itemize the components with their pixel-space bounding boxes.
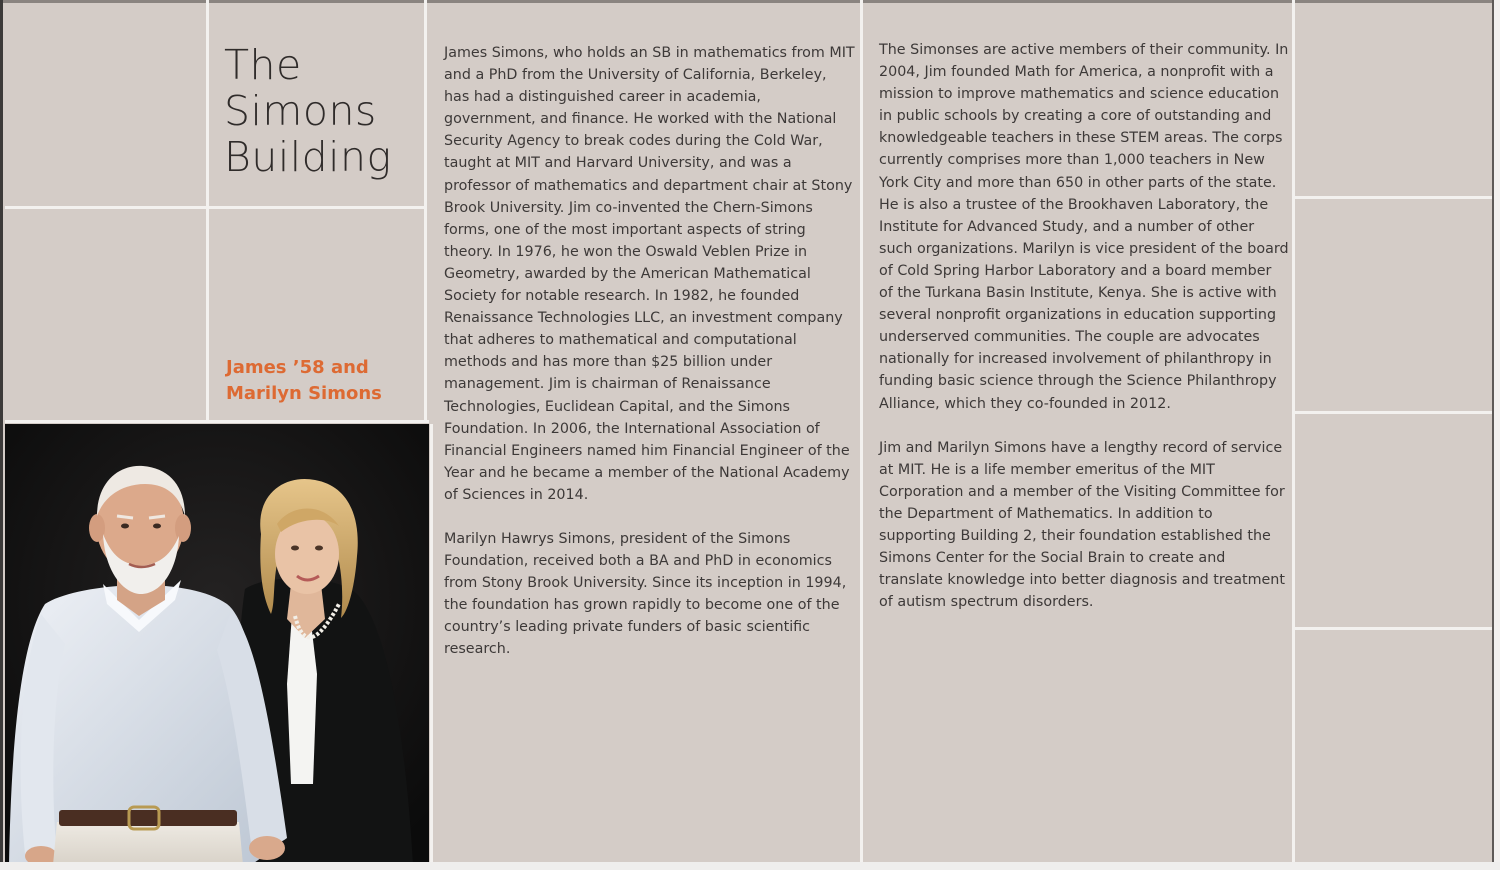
body-column-1 [444, 42, 856, 661]
grid-rule [1292, 0, 1295, 870]
grid-rule [860, 0, 863, 870]
donor-names [226, 355, 416, 407]
page-title [224, 42, 424, 180]
grid-rule [1294, 411, 1492, 414]
top-edge [0, 0, 1500, 3]
page-edge [1494, 0, 1500, 870]
grid-rule [430, 424, 433, 870]
donor-photo [5, 424, 429, 865]
grid-rule [1294, 196, 1492, 199]
paragraph: James Simons, who holds an SB in mathematics from MIT and a PhD from the University of California, Berkeley, has had a distinguished career in academia, government, and finance. He worked with the National Security Agency to break codes during the Cold War, taught at MIT and Harvard University, and was a professor of mathematics and department chair at Stony Brook University. Jim co-invented the Chern-Simons forms, one of the most important aspects of string theory. In 1976, he won the Oswald Veblen Prize in Geometry, awarded by the American Mathematical Society for notable research. In 1982, he founded Renaissance Technologies LLC, an investment company that adheres to mathematical and computational methods and has more than $25 billion under management. Jim is chairman of Renaissance Technologies, Euclidean Capital, and the Simons Foundation. In 2006, the International Association of Financial Engineers named him Financial Engineer of the Year and he became a member of the National Academy of Sciences in 2014. [444, 45, 855, 503]
paragraph: Jim and Marilyn Simons have a lengthy record of service at MIT. He is a life member emeritus of the MIT Corporation and a member of the Visiting Committee for the Department of Mathematics. In addition to supporting Building 2, their foundation established the Simons Center for the Social Brain to create and translate knowledge into better diagnosis and treatment of autism spectrum disorders. [879, 439, 1285, 611]
grid-rule [1294, 627, 1492, 630]
bottom-edge [0, 862, 1500, 870]
body-column-2 [879, 39, 1289, 613]
title-line: Simons [224, 87, 377, 135]
donor-line: James ’58 and [226, 357, 369, 378]
title-line: Building [224, 133, 392, 181]
donor-line: Marilyn Simons [226, 383, 382, 404]
grid-rule [5, 420, 429, 423]
title-line: The [224, 41, 302, 89]
grid-rule [206, 0, 209, 422]
paragraph: The Simonses are active members of their community. In 2004, Jim founded Math for America, a nonprofit with a mission to improve mathematics and science education in public schools by creating a core of outstanding and knowledgeable teachers in these STEM areas. The corps currently comprises more than 1,000 teachers in New York City and more than 650 in other parts of the state. He is also a trustee of the Brookhaven Laboratory, the Institute for Advanced Study, and a number of other such organizations. Marilyn is vice president of the board of Cold Spring Harbor Laboratory and a board member of the Turkana Basin Institute, Kenya. She is active with several nonprofit organizations in education supporting underserved communities. The couple are advocates nationally for increased involvement of philanthropy in funding basic science through the Science Philanthropy Alliance, which they co-founded in 2012. [879, 42, 1289, 412]
grid-rule [424, 0, 427, 422]
photo-illustration [5, 424, 429, 865]
grid-rule [5, 206, 427, 209]
paragraph: Marilyn Hawrys Simons, president of the Simons Foundation, received both a BA and PhD in economics from Stony Brook University. Since its inception in 1994, the foundation has grown rapidly to become one of the country’s leading private funders of basic scientific research. [444, 530, 847, 658]
left-edge [0, 0, 3, 870]
